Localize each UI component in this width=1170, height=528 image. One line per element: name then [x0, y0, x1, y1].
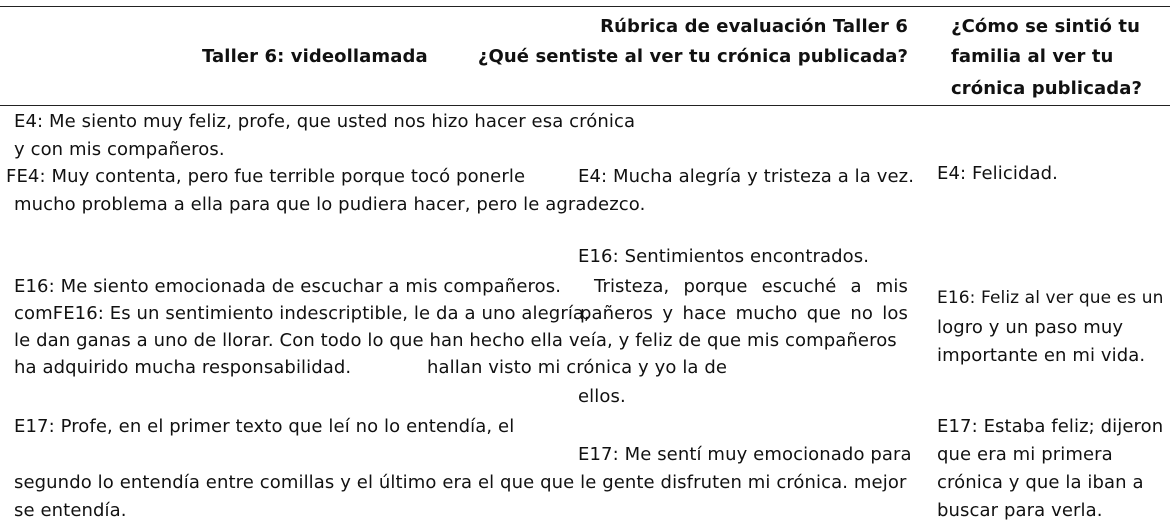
row-e16-col3-line1: E16: Feliz al ver que es un [937, 288, 1164, 308]
top-rule [0, 6, 1170, 7]
row-e16-col2-line2: Tristeza, porque escuché a mis [594, 276, 908, 297]
row-e16-line4b: hallan visto mi crónica y yo la de [427, 357, 728, 378]
header-rule [0, 105, 1170, 106]
row-e16-col3-line2: logro y un paso muy [937, 317, 1124, 338]
header-col2-line2: ¿Qué sentiste al ver tu crónica publicada? [477, 46, 908, 67]
row-e4-line1: E4: Me siento muy feliz, profe, que usted nos hizo hacer esa crónica [14, 111, 636, 132]
row-e16-line4a: ha adquirido mucha responsabilidad. [14, 357, 352, 378]
row-e16-line2: comFE16: Es un sentimiento indescriptible, le da a uno alegría, [14, 303, 590, 324]
row-e4-col3: E4: Felicidad. [937, 163, 1058, 184]
row-e16-line3: le dan ganas a uno de llorar. Con todo lo que han hecho ella veía, y feliz de que mis compañeros [14, 330, 897, 351]
header-col3-line2: familia al ver tu [951, 46, 1114, 67]
row-e17-col3-line3: crónica y que la iban a [937, 472, 1144, 493]
row-e17-line3: se entendía. [14, 500, 127, 521]
header-col3-line3: crónica publicada? [951, 78, 1142, 99]
row-e16-line1: E16: Me siento emocionada de escuchar a mis compañeros. [14, 276, 562, 297]
header-col3-line1: ¿Cómo se sintió tu [951, 16, 1140, 37]
header-col2-line1: Rúbrica de evaluación Taller 6 [600, 16, 908, 37]
row-e17-col3-line2: que era mi primera [937, 444, 1113, 465]
row-e4-line2: y con mis compañeros. [14, 139, 225, 160]
row-e16-col2-line3: pañeros y hace mucho que no los [580, 303, 908, 324]
row-e17-line1: E17: Profe, en el primer texto que leí no lo entendía, el [14, 416, 515, 437]
row-e17-col3-line4: buscar para verla. [937, 500, 1103, 521]
row-e17-col2-line1: E17: Me sentí muy emocionado para [578, 444, 912, 465]
row-e4-col2: E4: Mucha alegría y tristeza a la vez. [578, 166, 915, 187]
row-e4-line3: FE4: Muy contenta, pero fue terrible porque tocó ponerle [6, 166, 526, 187]
row-e16-line5: ellos. [578, 386, 626, 407]
row-e16-col2-line1: E16: Sentimientos encontrados. [578, 246, 870, 267]
row-e17-col3-line1: E17: Estaba feliz; dijeron [937, 416, 1164, 437]
row-e17-line2: segundo lo entendía entre comillas y el último era el que que le gente disfruten mi crónica. mejor [14, 472, 907, 493]
row-e16-col3-line3: importante en mi vida. [937, 345, 1146, 366]
header-col1: Taller 6: videollamada [202, 46, 428, 67]
row-e4-line4: mucho problema a ella para que lo pudiera hacer, pero le agradezco. [14, 194, 646, 215]
